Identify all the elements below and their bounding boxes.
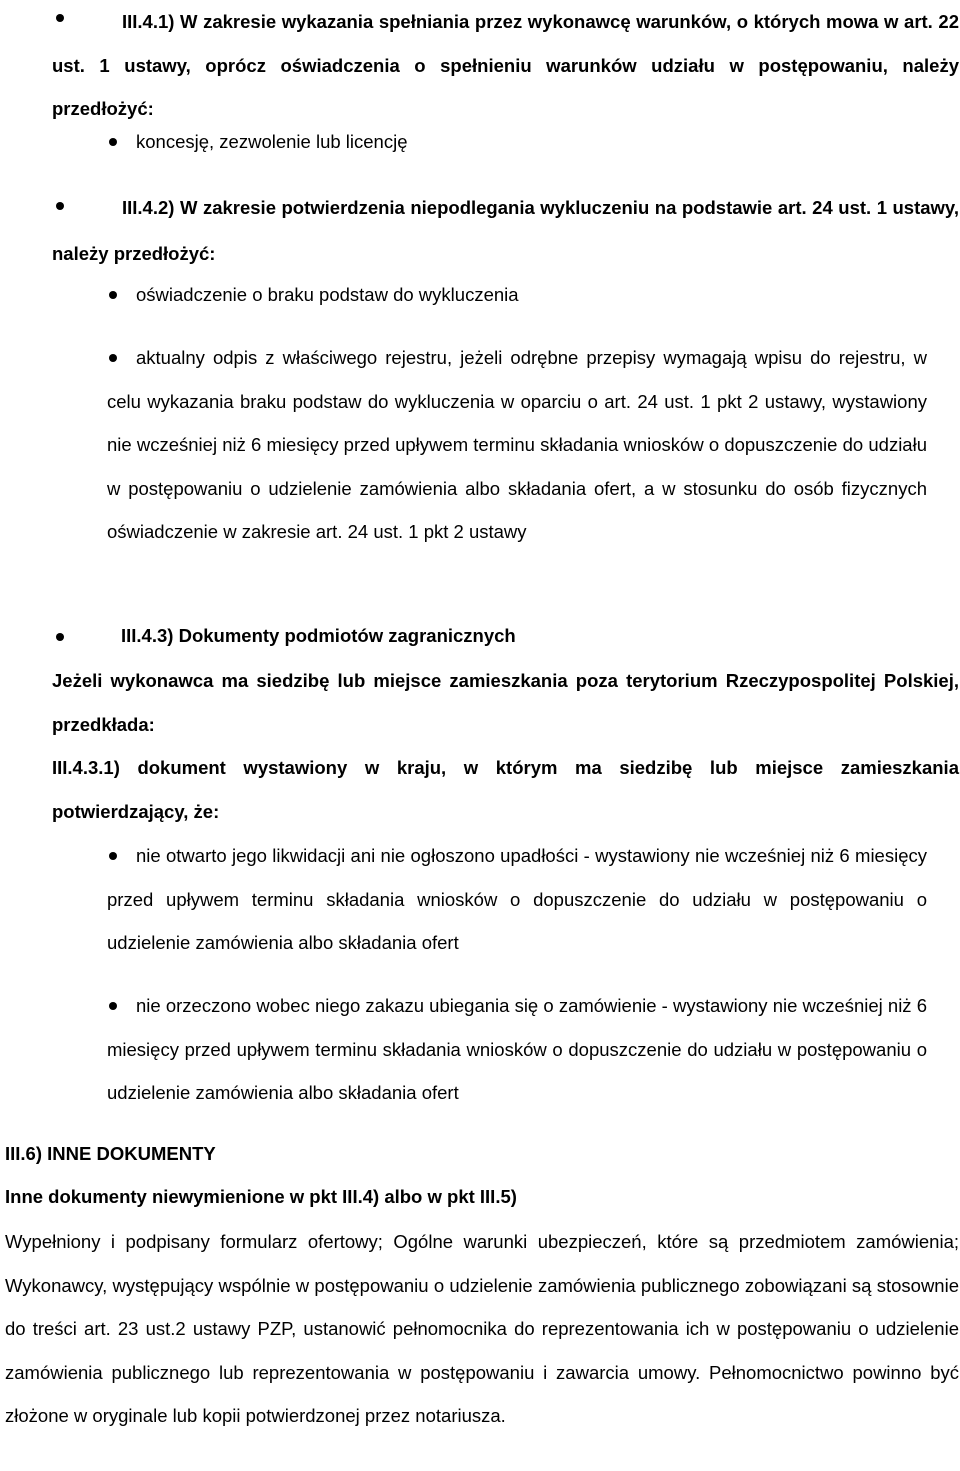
list-item: nie orzeczono wobec niego zakazu ubiegania się o zamówienie - wystawiony nie wcześniej niż 6 miesięcy przed upływem terminu składania wniosków o dopuszczenie do udziału w postępowaniu o udzielenie zamówienia albo składania ofert bbox=[107, 995, 927, 1104]
section-3-4-3-intro: Jeżeli wykonawca ma siedzibę lub miejsce zamieszkania poza terytorium Rzeczypospolitej Polskiej, przedkłada: bbox=[52, 670, 959, 735]
list-item: nie otwarto jego likwidacji ani nie ogłoszono upadłości - wystawiony nie wcześniej niż 6 miesięcy przed upływem terminu składania wniosków o dopuszczenie do udziału w postępowaniu o udzielenie zamówienia albo składania ofert bbox=[107, 845, 927, 954]
section-3-6-heading: III.6) INNE DOKUMENTY bbox=[5, 1143, 216, 1164]
list-item: koncesję, zezwolenie lub licencję bbox=[136, 131, 408, 152]
section-3-4-2-text: III.4.2) W zakresie potwierdzenia niepodlegania wykluczeniu na podstawie art. 24 ust. 1 ustawy, należy przedłożyć: bbox=[52, 197, 959, 264]
list-item: aktualny odpis z właściwego rejestru, jeżeli odrębne przepisy wymagają wpisu do rejestru, w celu wykazania braku podstaw do wykluczenia w oparciu o art. 24 ust. 1 pkt 2 ustawy, wystawiony nie wcześniej niż 6 miesięcy przed upływem terminu składania wniosków o dopuszczenie do udziału w postępowaniu o udzielenie zamówienia albo składania ofert, a w stosunku do osób fizycznych oświadczenie w zakresie art. 24 ust. 1 pkt 2 ustawy bbox=[107, 347, 927, 543]
section-3-6-body: Wypełniony i podpisany formularz ofertowy; Ogólne warunki ubezpieczeń, które są przedmiotem zamówienia; Wykonawcy, występujący wspólnie w postępowaniu o udzielenie zamówienia publicznego zobowiązani są stosownie do treści art. 23 ust.2 ustawy PZP, ustanowić pełnomocnika do reprezentowania ich w postępowaniu o udzielenie zamówienia publicznego lub reprezentowania w postępowaniu i zawarcia umowy. Pełnomocnictwo powinno być złożone w oryginale lub kopii potwierdzonej przez notariusza. bbox=[5, 1231, 959, 1426]
section-3-4-3-1-heading: III.4.3.1) dokument wystawiony w kraju, w którym ma siedzibę lub miejsce zamieszkania potwierdzający, że: bbox=[52, 757, 959, 822]
list-item: oświadczenie o braku podstaw do wykluczenia bbox=[136, 284, 519, 305]
bullet-icon bbox=[109, 138, 117, 146]
bullet-icon bbox=[109, 291, 117, 299]
section-3-4-1-text: III.4.1) W zakresie wykazania spełniania przez wykonawcę warunków, o których mowa w art. 22 ust. 1 ustawy, oprócz oświadczenia o spełnieniu warunków udziału w postępowaniu, należy przedłożyć: bbox=[52, 11, 959, 119]
section-3-6-sub-heading: Inne dokumenty niewymienione w pkt III.4) albo w pkt III.5) bbox=[5, 1186, 517, 1207]
bullet-icon bbox=[56, 633, 64, 641]
section-3-4-3-heading: III.4.3) Dokumenty podmiotów zagranicznych bbox=[121, 625, 516, 646]
